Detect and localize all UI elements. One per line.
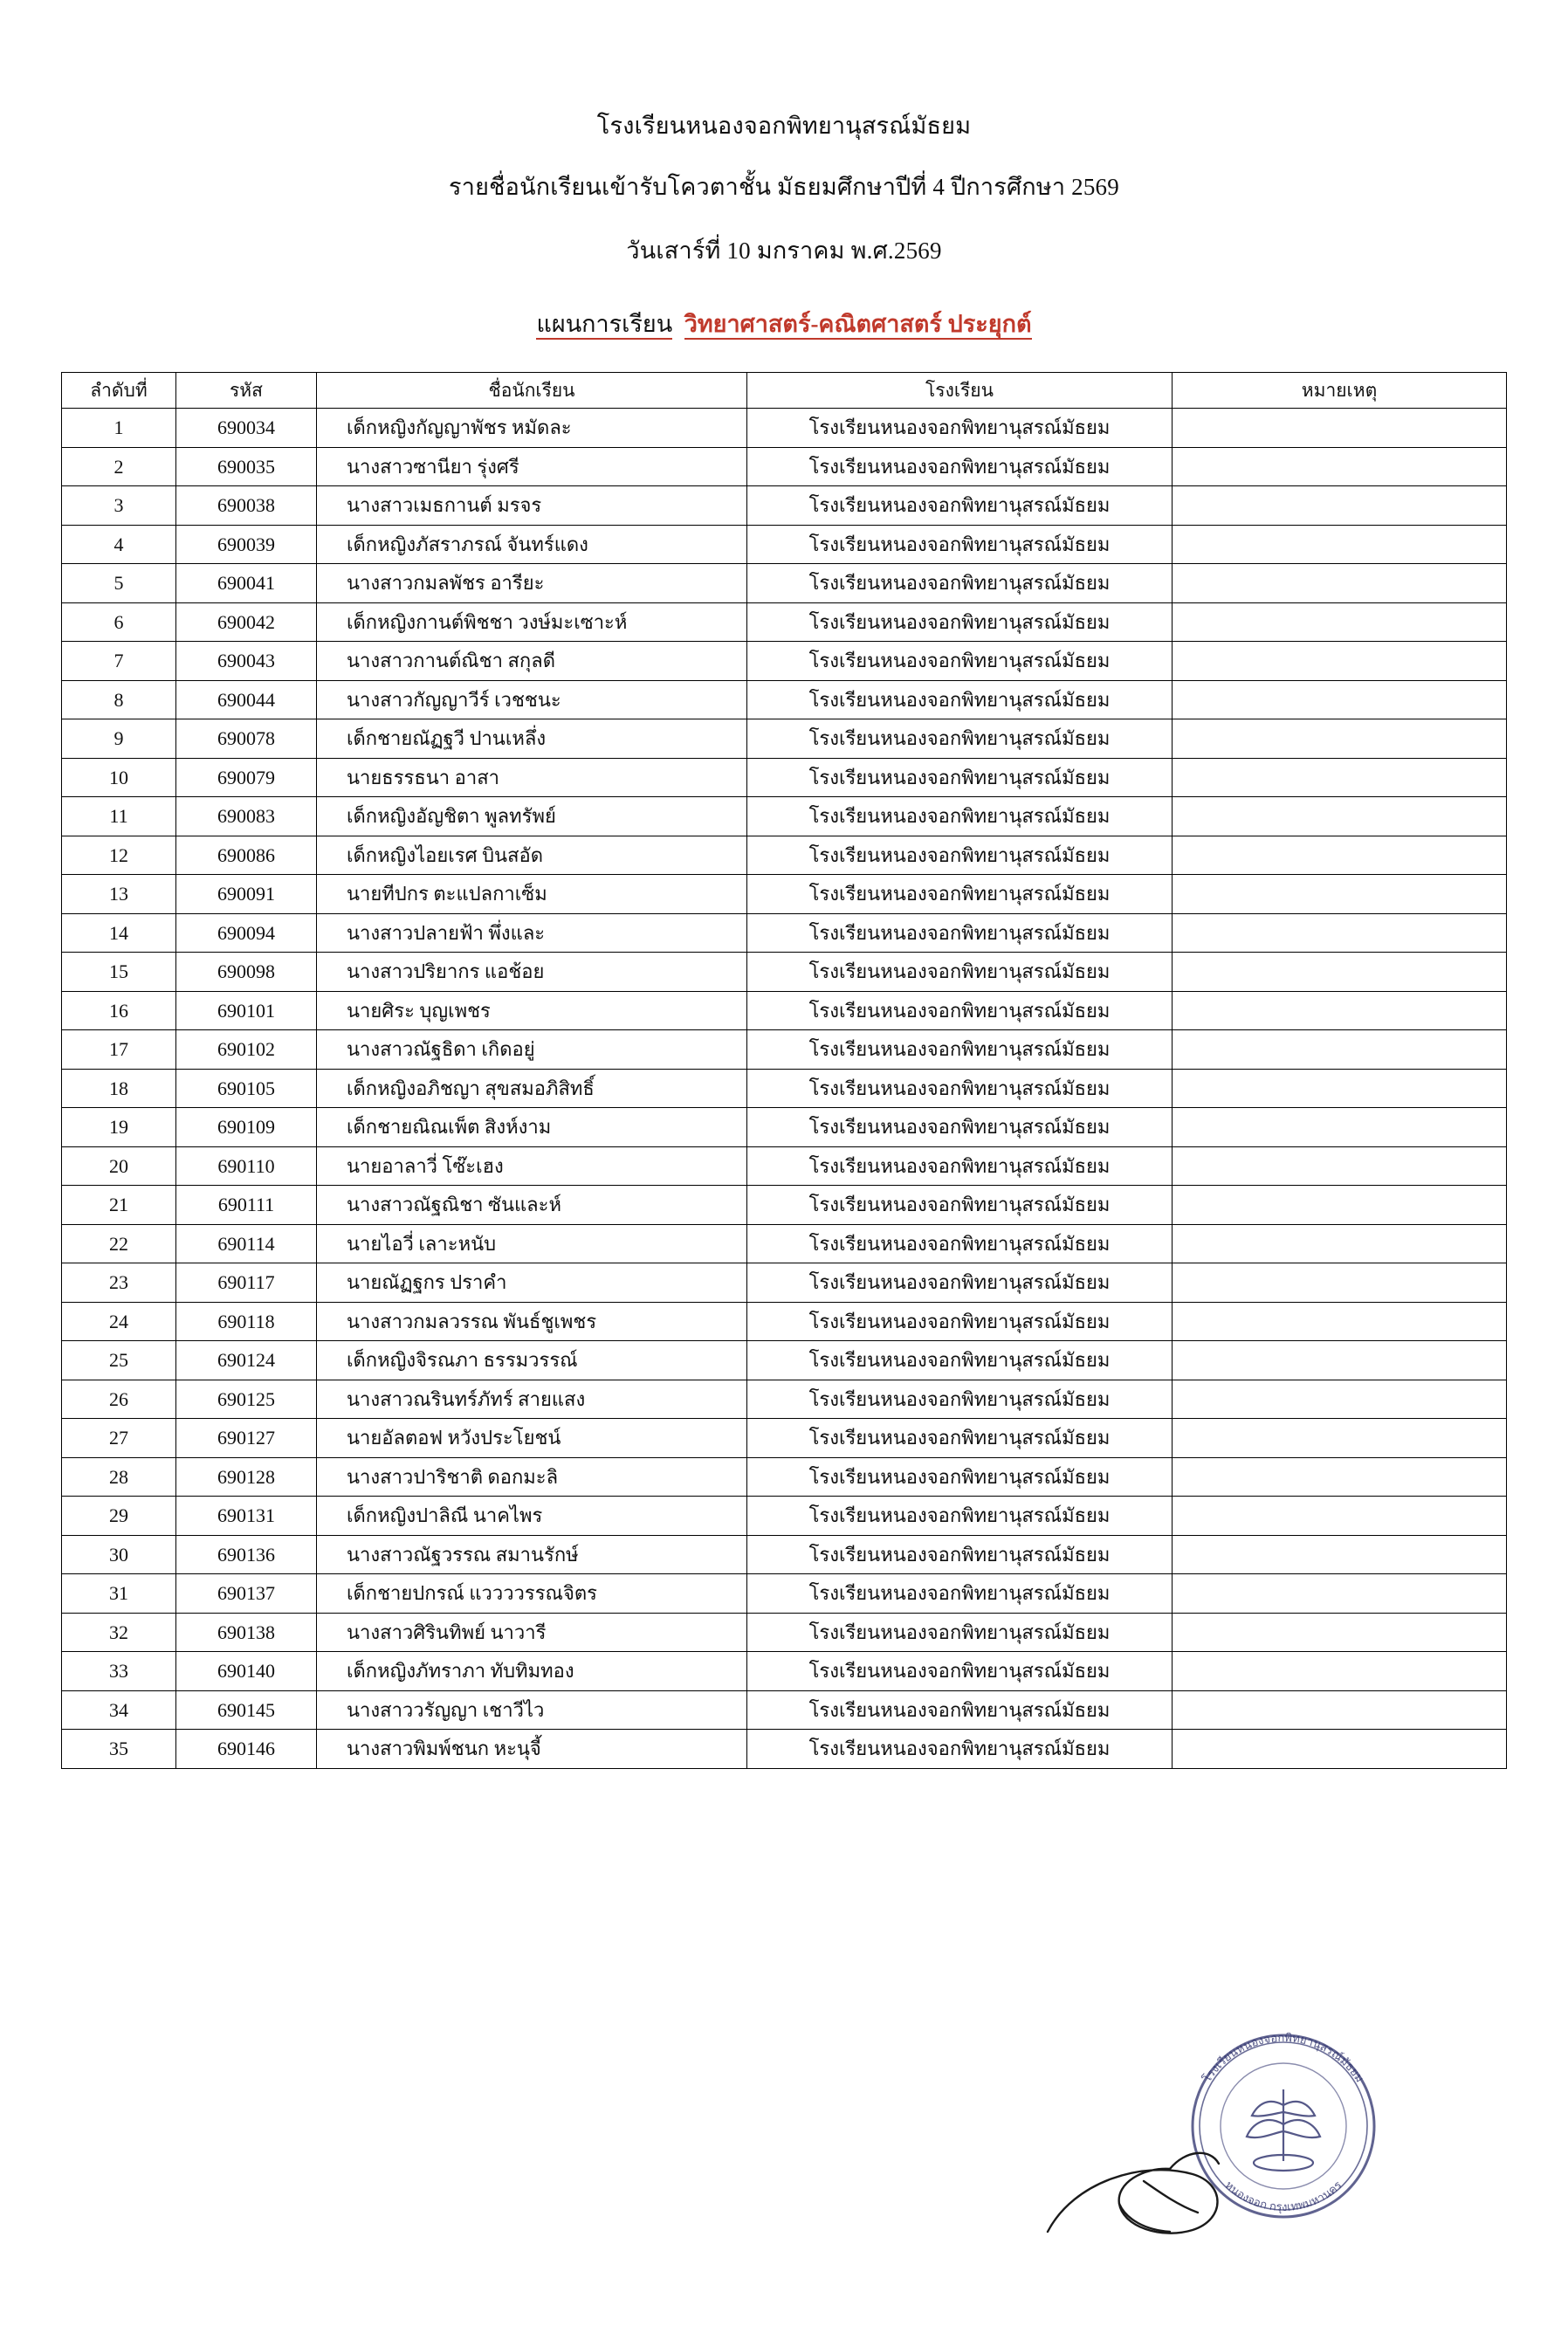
cell-code: 690038 <box>176 486 317 526</box>
cell-name: นางสาวปลายฟ้า พึ่งและ <box>317 913 747 953</box>
cell-name: นางสาวกมลพัชร อารียะ <box>317 564 747 603</box>
student-roster-table <box>61 372 1507 1769</box>
cell-name: เด็กหญิงจิรณภา ธรรมวรรณ์ <box>317 1341 747 1380</box>
cell-no: 17 <box>62 1030 176 1070</box>
cell-name: นางสาวกานต์ณิชา สกุลดี <box>317 642 747 681</box>
cell-no: 14 <box>62 913 176 953</box>
cell-note <box>1173 680 1507 719</box>
cell-no: 24 <box>62 1302 176 1341</box>
cell-name: เด็กหญิงปาลิณี นาคไพร <box>317 1497 747 1536</box>
cell-no: 3 <box>62 486 176 526</box>
cell-no: 22 <box>62 1224 176 1263</box>
study-plan-label: แผนการเรียน <box>536 311 672 340</box>
cell-name: เด็กหญิงกานต์พิชชา วงษ์มะเซาะห์ <box>317 602 747 642</box>
cell-note <box>1173 486 1507 526</box>
cell-school: โรงเรียนหนองจอกพิทยานุสรณ์มัธยม <box>747 797 1173 836</box>
cell-note <box>1173 1341 1507 1380</box>
cell-code: 690101 <box>176 991 317 1030</box>
cell-note <box>1173 1497 1507 1536</box>
cell-code: 690042 <box>176 602 317 642</box>
cell-school: โรงเรียนหนองจอกพิทยานุสรณ์มัธยม <box>747 1069 1173 1108</box>
cell-note <box>1173 447 1507 486</box>
table-row <box>62 758 1507 797</box>
cell-no: 35 <box>62 1730 176 1769</box>
cell-code: 690034 <box>176 409 317 448</box>
cell-note <box>1173 1380 1507 1419</box>
cell-name: นางสาวณัฐณิชา ซันและห์ <box>317 1186 747 1225</box>
cell-name: เด็กชายปกรณ์ แววววรรณจิตร <box>317 1574 747 1614</box>
cell-note <box>1173 1186 1507 1225</box>
cell-no: 32 <box>62 1613 176 1652</box>
cell-code: 690137 <box>176 1574 317 1614</box>
table-row <box>62 602 1507 642</box>
cell-code: 690111 <box>176 1186 317 1225</box>
cell-school: โรงเรียนหนองจอกพิทยานุสรณ์มัธยม <box>747 409 1173 448</box>
cell-no: 9 <box>62 719 176 759</box>
cell-note <box>1173 758 1507 797</box>
cell-code: 690114 <box>176 1224 317 1263</box>
cell-school: โรงเรียนหนองจอกพิทยานุสรณ์มัธยม <box>747 1224 1173 1263</box>
header-name: ชื่อนักเรียน <box>317 373 747 409</box>
table-row <box>62 1730 1507 1769</box>
table-row <box>62 953 1507 992</box>
cell-name: นางสาวณรินทร์ภัทร์ สายแสง <box>317 1380 747 1419</box>
table-row <box>62 1263 1507 1303</box>
cell-note <box>1173 1302 1507 1341</box>
svg-text:หนองจอก กรุงเทพมหานคร: หนองจอก กรุงเทพมหานคร <box>1222 2178 1344 2214</box>
official-seal-stamp <box>1161 2002 1406 2247</box>
table-row <box>62 680 1507 719</box>
cell-name: นางสาวพิมพ์ชนก หะนุจี้ <box>317 1730 747 1769</box>
cell-no: 6 <box>62 602 176 642</box>
cell-school: โรงเรียนหนองจอกพิทยานุสรณ์มัธยม <box>747 758 1173 797</box>
svg-text:โรงเรียนหนองจอกพิทยานุสรณ์มัธย: โรงเรียนหนองจอกพิทยานุสรณ์มัธยม <box>1200 2030 1367 2085</box>
cell-school: โรงเรียนหนองจอกพิทยานุสรณ์มัธยม <box>747 1574 1173 1614</box>
cell-note <box>1173 1652 1507 1691</box>
cell-code: 690083 <box>176 797 317 836</box>
cell-code: 690140 <box>176 1652 317 1691</box>
table-row <box>62 875 1507 914</box>
cell-name: เด็กชายณัฏฐวี ปานเหลึ่ง <box>317 719 747 759</box>
cell-code: 690124 <box>176 1341 317 1380</box>
cell-code: 690117 <box>176 1263 317 1303</box>
cell-no: 4 <box>62 525 176 564</box>
cell-code: 690041 <box>176 564 317 603</box>
cell-school: โรงเรียนหนองจอกพิทยานุสรณ์มัธยม <box>747 525 1173 564</box>
school-name: โรงเรียนหนองจอกพิทยานุสรณ์มัธยม <box>596 113 972 139</box>
cell-school: โรงเรียนหนองจอกพิทยานุสรณ์มัธยม <box>747 1690 1173 1730</box>
cell-code: 690044 <box>176 680 317 719</box>
table-row <box>62 642 1507 681</box>
cell-school: โรงเรียนหนองจอกพิทยานุสรณ์มัธยม <box>747 991 1173 1030</box>
cell-school: โรงเรียนหนองจอกพิทยานุสรณ์มัธยม <box>747 1419 1173 1458</box>
table-row <box>62 1652 1507 1691</box>
cell-code: 690131 <box>176 1497 317 1536</box>
cell-school: โรงเรียนหนองจอกพิทยานุสรณ์มัธยม <box>747 1263 1173 1303</box>
cell-name: นางสาวซานียา รุ่งศรี <box>317 447 747 486</box>
header-school: โรงเรียน <box>747 373 1173 409</box>
cell-school: โรงเรียนหนองจอกพิทยานุสรณ์มัธยม <box>747 1613 1173 1652</box>
cell-name: เด็กหญิงไอยเรศ บินสอัด <box>317 836 747 875</box>
cell-no: 10 <box>62 758 176 797</box>
cell-no: 19 <box>62 1108 176 1147</box>
cell-note <box>1173 1146 1507 1186</box>
cell-school: โรงเรียนหนองจอกพิทยานุสรณ์มัธยม <box>747 564 1173 603</box>
cell-note <box>1173 875 1507 914</box>
cell-note <box>1173 1224 1507 1263</box>
table-row <box>62 1419 1507 1458</box>
cell-school: โรงเรียนหนองจอกพิทยานุสรณ์มัธยม <box>747 1186 1173 1225</box>
cell-code: 690043 <box>176 642 317 681</box>
cell-school: โรงเรียนหนองจอกพิทยานุสรณ์มัธยม <box>747 1341 1173 1380</box>
cell-code: 690078 <box>176 719 317 759</box>
table-row <box>62 1497 1507 1536</box>
cell-code: 690127 <box>176 1419 317 1458</box>
table-row <box>62 564 1507 603</box>
cell-note <box>1173 1730 1507 1769</box>
cell-name: นางสาวปริยากร แอช้อย <box>317 953 747 992</box>
cell-school: โรงเรียนหนองจอกพิทยานุสรณ์มัธยม <box>747 953 1173 992</box>
cell-no: 29 <box>62 1497 176 1536</box>
cell-no: 15 <box>62 953 176 992</box>
cell-school: โรงเรียนหนองจอกพิทยานุสรณ์มัธยม <box>747 642 1173 681</box>
cell-name: นางสาวศิรินทิพย์ นาวารี <box>317 1613 747 1652</box>
cell-school: โรงเรียนหนองจอกพิทยานุสรณ์มัธยม <box>747 1380 1173 1419</box>
table-row <box>62 1186 1507 1225</box>
document-title: รายชื่อนักเรียนเข้ารับโควตาชั้น มัธยมศึกษาปีที่ 4 ปีการศึกษา 2569 <box>449 174 1119 201</box>
cell-no: 8 <box>62 680 176 719</box>
cell-name: เด็กชายณิณเพ็ต สิงห์งาม <box>317 1108 747 1147</box>
cell-name: เด็กหญิงภัทราภา ทับทิมทอง <box>317 1652 747 1691</box>
cell-no: 5 <box>62 564 176 603</box>
table-row <box>62 409 1507 448</box>
table-row <box>62 1069 1507 1108</box>
cell-note <box>1173 564 1507 603</box>
cell-note <box>1173 1069 1507 1108</box>
cell-no: 23 <box>62 1263 176 1303</box>
cell-no: 34 <box>62 1690 176 1730</box>
cell-school: โรงเรียนหนองจอกพิทยานุสรณ์มัธยม <box>747 913 1173 953</box>
cell-school: โรงเรียนหนองจอกพิทยานุสรณ์มัธยม <box>747 1146 1173 1186</box>
table-row <box>62 1146 1507 1186</box>
cell-note <box>1173 953 1507 992</box>
table-row <box>62 1341 1507 1380</box>
table-row <box>62 797 1507 836</box>
cell-school: โรงเรียนหนองจอกพิทยานุสรณ์มัธยม <box>747 1108 1173 1147</box>
cell-note <box>1173 1574 1507 1614</box>
cell-name: นางสาวเมธกานต์ มรจร <box>317 486 747 526</box>
cell-code: 690136 <box>176 1535 317 1574</box>
cell-school: โรงเรียนหนองจอกพิทยานุสรณ์มัธยม <box>747 447 1173 486</box>
table-body <box>62 409 1507 1769</box>
header-no: ลำดับที่ <box>62 373 176 409</box>
study-plan-line <box>0 305 1568 342</box>
cell-code: 690146 <box>176 1730 317 1769</box>
table-row <box>62 913 1507 953</box>
cell-code: 690091 <box>176 875 317 914</box>
cell-code: 690138 <box>176 1613 317 1652</box>
cell-note <box>1173 719 1507 759</box>
cell-note <box>1173 1030 1507 1070</box>
cell-note <box>1173 409 1507 448</box>
cell-name: นายธรรธนา อาสา <box>317 758 747 797</box>
table-header-row <box>62 373 1507 409</box>
cell-note <box>1173 1690 1507 1730</box>
cell-no: 1 <box>62 409 176 448</box>
cell-school: โรงเรียนหนองจอกพิทยานุสรณ์มัธยม <box>747 1535 1173 1574</box>
table-row <box>62 447 1507 486</box>
cell-no: 33 <box>62 1652 176 1691</box>
cell-code: 690035 <box>176 447 317 486</box>
cell-note <box>1173 1419 1507 1458</box>
cell-code: 690110 <box>176 1146 317 1186</box>
cell-note <box>1173 797 1507 836</box>
cell-school: โรงเรียนหนองจอกพิทยานุสรณ์มัธยม <box>747 836 1173 875</box>
table-row <box>62 1030 1507 1070</box>
cell-note <box>1173 1535 1507 1574</box>
cell-no: 18 <box>62 1069 176 1108</box>
cell-note <box>1173 913 1507 953</box>
cell-name: นายไอวี่ เลาะหนับ <box>317 1224 747 1263</box>
cell-code: 690079 <box>176 758 317 797</box>
cell-name: นางสาวกัญญาวีร์ เวชชนะ <box>317 680 747 719</box>
cell-no: 7 <box>62 642 176 681</box>
cell-code: 690125 <box>176 1380 317 1419</box>
cell-school: โรงเรียนหนองจอกพิทยานุสรณ์มัธยม <box>747 1302 1173 1341</box>
cell-name: เด็กหญิงอภิชญา สุขสมอภิสิทธิ์ <box>317 1069 747 1108</box>
cell-name: นายอาลาวี่ โซ๊ะเฮง <box>317 1146 747 1186</box>
cell-name: นายทีปกร ตะแปลกาเซ็ม <box>317 875 747 914</box>
cell-no: 30 <box>62 1535 176 1574</box>
document-date: วันเสาร์ที่ 10 มกราคม พ.ศ.2569 <box>626 237 942 264</box>
table-row <box>62 1224 1507 1263</box>
cell-note <box>1173 642 1507 681</box>
cell-no: 11 <box>62 797 176 836</box>
cell-school: โรงเรียนหนองจอกพิทยานุสรณ์มัธยม <box>747 1497 1173 1536</box>
cell-school: โรงเรียนหนองจอกพิทยานุสรณ์มัธยม <box>747 1030 1173 1070</box>
cell-no: 26 <box>62 1380 176 1419</box>
cell-name: นางสาวณัฐธิดา เกิดอยู่ <box>317 1030 747 1070</box>
cell-note <box>1173 602 1507 642</box>
header-note: หมายเหตุ <box>1173 373 1507 409</box>
table-row <box>62 719 1507 759</box>
cell-school: โรงเรียนหนองจอกพิทยานุสรณ์มัธยม <box>747 719 1173 759</box>
cell-school: โรงเรียนหนองจอกพิทยานุสรณ์มัธยม <box>747 602 1173 642</box>
cell-no: 12 <box>62 836 176 875</box>
cell-code: 690094 <box>176 913 317 953</box>
table-row <box>62 1574 1507 1614</box>
cell-code: 690109 <box>176 1108 317 1147</box>
cell-name: นายศิระ บุญเพชร <box>317 991 747 1030</box>
cell-note <box>1173 525 1507 564</box>
cell-code: 690128 <box>176 1457 317 1497</box>
signature-mark <box>1039 2129 1327 2286</box>
cell-code: 690098 <box>176 953 317 992</box>
cell-code: 690086 <box>176 836 317 875</box>
cell-code: 690145 <box>176 1690 317 1730</box>
cell-name: นายอัลตอฟ หวังประโยชน์ <box>317 1419 747 1458</box>
cell-no: 20 <box>62 1146 176 1186</box>
cell-note <box>1173 1108 1507 1147</box>
table-row <box>62 1457 1507 1497</box>
table-row <box>62 1690 1507 1730</box>
cell-note <box>1173 991 1507 1030</box>
cell-no: 28 <box>62 1457 176 1497</box>
cell-no: 13 <box>62 875 176 914</box>
table-row <box>62 1613 1507 1652</box>
cell-school: โรงเรียนหนองจอกพิทยานุสรณ์มัธยม <box>747 1730 1173 1769</box>
cell-no: 21 <box>62 1186 176 1225</box>
cell-code: 690039 <box>176 525 317 564</box>
study-plan-value: วิทยาศาสตร์-คณิตศาสตร์ ประยุกต์ <box>684 311 1032 340</box>
cell-no: 31 <box>62 1574 176 1614</box>
cell-school: โรงเรียนหนองจอกพิทยานุสรณ์มัธยม <box>747 1457 1173 1497</box>
cell-note <box>1173 1457 1507 1497</box>
document-page <box>0 112 1568 2347</box>
table-row <box>62 1108 1507 1147</box>
cell-name: นางสาวปาริชาติ ดอกมะลิ <box>317 1457 747 1497</box>
cell-school: โรงเรียนหนองจอกพิทยานุสรณ์มัธยม <box>747 486 1173 526</box>
header-code: รหัส <box>176 373 317 409</box>
cell-name: นางสาวกมลวรรณ พันธ์ชูเพชร <box>317 1302 747 1341</box>
cell-name: เด็กหญิงภัสราภรณ์ จันทร์แดง <box>317 525 747 564</box>
cell-note <box>1173 1263 1507 1303</box>
cell-name: นางสาวณัฐวรรณ สมานรักษ์ <box>317 1535 747 1574</box>
cell-name: นายณัฏฐกร ปราคำ <box>317 1263 747 1303</box>
cell-code: 690105 <box>176 1069 317 1108</box>
table-row <box>62 486 1507 526</box>
table-row <box>62 525 1507 564</box>
cell-note <box>1173 836 1507 875</box>
cell-no: 25 <box>62 1341 176 1380</box>
cell-school: โรงเรียนหนองจอกพิทยานุสรณ์มัธยม <box>747 875 1173 914</box>
cell-name: เด็กหญิงกัญญาพัชร หมัดละ <box>317 409 747 448</box>
cell-note <box>1173 1613 1507 1652</box>
cell-code: 690118 <box>176 1302 317 1341</box>
cell-name: นางสาววรัญญา เชาวีไว <box>317 1690 747 1730</box>
table-row <box>62 1535 1507 1574</box>
cell-name: เด็กหญิงอัญชิตา พูลทรัพย์ <box>317 797 747 836</box>
cell-school: โรงเรียนหนองจอกพิทยานุสรณ์มัธยม <box>747 1652 1173 1691</box>
table-row <box>62 1302 1507 1341</box>
cell-no: 16 <box>62 991 176 1030</box>
table-row <box>62 836 1507 875</box>
document-header <box>0 112 1568 265</box>
cell-code: 690102 <box>176 1030 317 1070</box>
cell-no: 27 <box>62 1419 176 1458</box>
table-row <box>62 991 1507 1030</box>
table-row <box>62 1380 1507 1419</box>
cell-school: โรงเรียนหนองจอกพิทยานุสรณ์มัธยม <box>747 680 1173 719</box>
cell-no: 2 <box>62 447 176 486</box>
